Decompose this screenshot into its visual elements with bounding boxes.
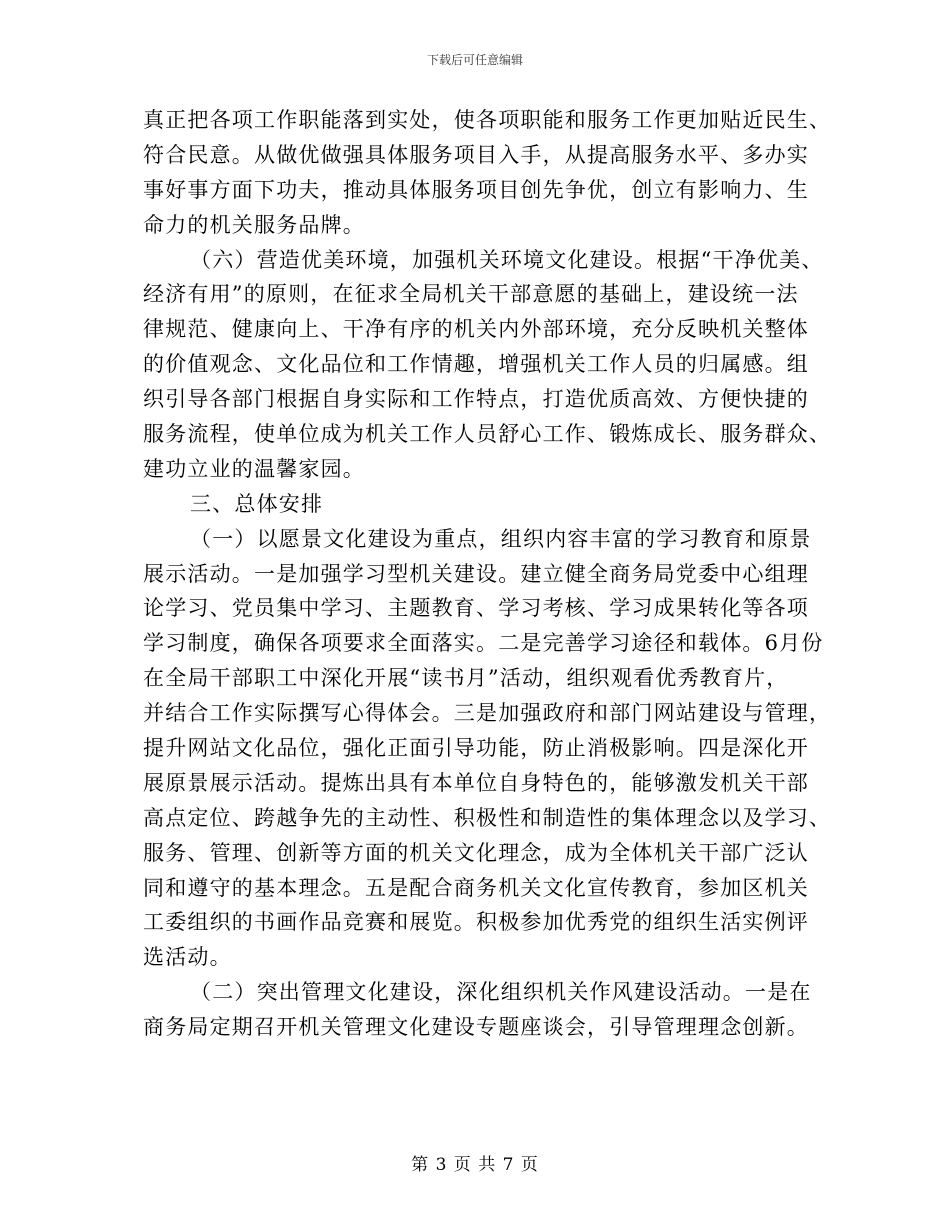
text-line: 在全局干部职工中深化开展“读书月”活动，组织观看优秀教育片， — [143, 666, 789, 691]
page-number: 第 3 页 共 7 页 — [411, 1155, 539, 1175]
text-line: 展示活动。一是加强学习型机关建设。建立健全商务局党委中心组理 — [143, 561, 809, 586]
text-line: 符合民意。从做优做强具体服务项目入手，从提高服务水平、多办实 — [143, 142, 809, 167]
text-line: 律规范、健康向上、干净有序的机关内外部环境，充分反映机关整体 — [143, 317, 809, 342]
text-line: 提升网站文化品位，强化正面引导功能，防止消极影响。四是深化开 — [143, 736, 809, 761]
text-line: 展原景展示活动。提炼出具有本单位自身特色的，能够激发机关干部 — [143, 770, 809, 795]
text-line: 工委组织的书画作品竞赛和展览。积极参加优秀党的组织生活实例评 — [143, 910, 809, 935]
paragraph-start-line: （一）以愿景文化建设为重点，组织内容丰富的学习教育和原景 — [190, 526, 812, 551]
section-heading: 三、总体安排 — [190, 491, 324, 516]
text-line: 学习制度，确保各项要求全面落实。二是完善学习途径和载体。6月份 — [143, 631, 824, 656]
text-line: 服务、管理、创新等方面的机关文化理念，成为全体机关干部广泛认 — [143, 840, 809, 865]
text-line: 事好事方面下功夫，推动具体服务项目创先争优，创立有影响力、生 — [143, 177, 809, 202]
page-header: 下载后可任意编辑 — [426, 53, 523, 67]
document-body — [143, 103, 832, 1045]
paragraph-start-line: （六）营造优美环境，加强机关环境文化建设。根据“干净优美、 — [190, 247, 824, 272]
text-line: 命力的机关服务品牌。 — [143, 212, 365, 237]
text-line: 建功立业的温馨家园。 — [143, 456, 365, 481]
text-line: 经济有用”的原则，在征求全局机关干部意愿的基础上，建设统一法 — [143, 282, 799, 307]
text-line: 同和遵守的基本理念。五是配合商务机关文化宣传教育，参加区机关 — [143, 875, 809, 900]
text-line: 并结合工作实际撰写心得体会。三是加强政府和部门网站建设与管理， — [143, 701, 832, 726]
text-line: 选活动。 — [143, 945, 232, 970]
text-line: 的价值观念、文化品位和工作情趣，增强机关工作人员的归属感。组 — [143, 352, 809, 377]
text-line: 商务局定期召开机关管理文化建设专题座谈会，引导管理理念创新。 — [143, 1015, 809, 1040]
text-line: 织引导各部门根据自身实际和工作特点，打造优质高效、方便快捷的 — [143, 387, 809, 412]
text-line: 高点定位、跨越争先的主动性、积极性和制造性的集体理念以及学习、 — [143, 805, 832, 830]
text-line: 服务流程，使单位成为机关工作人员舒心工作、锻炼成长、服务群众、 — [143, 422, 832, 447]
paragraph-start-line: （二）突出管理文化建设，深化组织机关作风建设活动。一是在 — [190, 980, 812, 1005]
text-line: 论学习、党员集中学习、主题教育、学习考核、学习成果转化等各项 — [143, 596, 809, 621]
text-line: 真正把各项工作职能落到实处，使各项职能和服务工作更加贴近民生、 — [143, 108, 832, 132]
